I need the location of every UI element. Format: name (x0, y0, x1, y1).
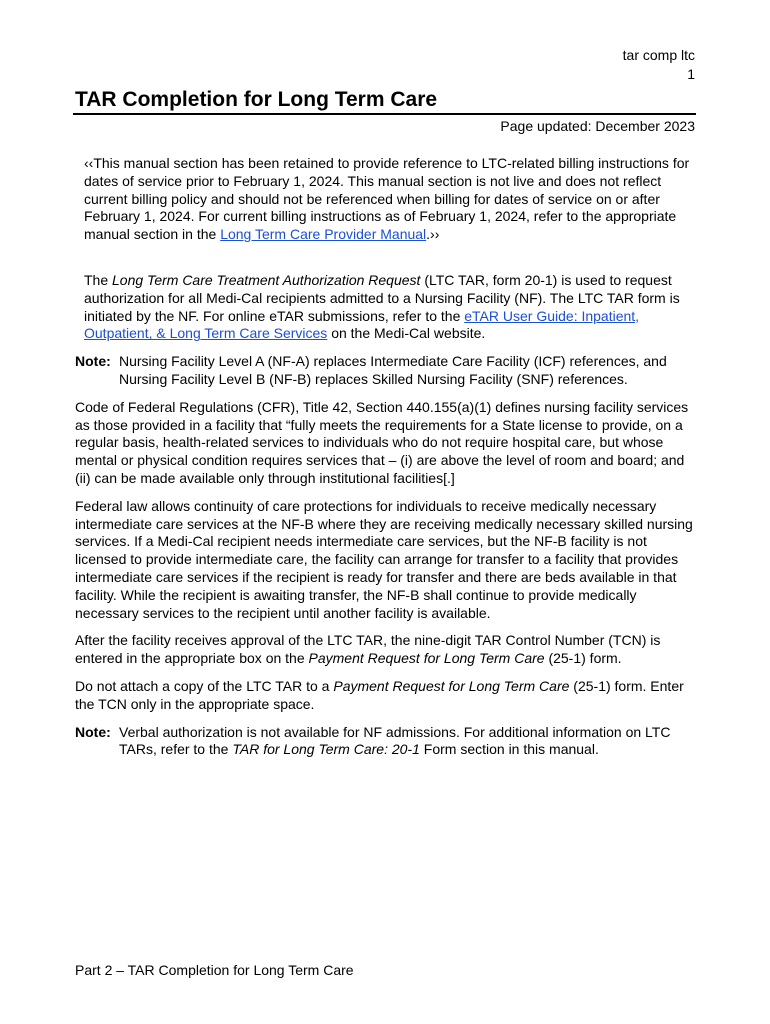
doc-code: tar comp ltc (622, 47, 695, 63)
form-title-italic: TAR for Long Term Care: 20-1 (232, 741, 420, 758)
note-text: Nursing Facility Level A (NF-A) replaces Intermediate Care Facility (ICF) references, and Nursing Facility Level B (NF-B) replaces Skilled Nursing Facility (SNF) references. (119, 353, 667, 387)
title-underline-divider (73, 113, 696, 115)
cfr-definition-paragraph: Code of Federal Regulations (CFR), Title 42, Section 440.155(a)(1) defines nursing facility services as those provided in a facility that “fully meets the requirements for a State license to provide, on a regular basis, health-related services to individuals who do not require hospital care, but whose mental or physical condition requires services that – (i) are above the level of room and board; and (ii) can be made available only through institutional facilities[.] (75, 398, 689, 486)
document-reference (623, 46, 695, 84)
retention-notice-end: .›› (426, 226, 440, 243)
retention-notice-text: ‹‹This manual section has been retained to provide reference to LTC-related billing instructions for dates of service prior to February 1, 2024. This manual section is not live and does not reflect current billing policy and should not be referenced when billing for dates of service on or after February 1, 2024. For current billing instructions as of February 1, 2024, refer to the appropriate manual section in the (84, 155, 690, 243)
tcn-entry-paragraph (75, 632, 697, 668)
note-verbal-authorization (75, 724, 697, 760)
document-body (75, 155, 697, 769)
note-label: Note: (75, 723, 111, 740)
attachment-instruction-paragraph (75, 678, 697, 714)
page-number: 1 (687, 66, 695, 82)
etar-user-guide-link[interactable]: eTAR User Guide: Inpatient, Outpatient, & Long Term Care Services (84, 307, 640, 342)
note-nursing-facility-levels (75, 353, 697, 389)
ltc-tar-intro-paragraph (75, 272, 697, 343)
ltc-provider-manual-link[interactable]: Long Term Care Provider Manual (220, 226, 427, 243)
text-segment: Form section in this manual. (419, 741, 599, 758)
continuity-of-care-paragraph: Federal law allows continuity of care protections for individuals to receive medically necessary intermediate care services at the NF-B where they are receiving medically necessary skilled nursing services. If a Medi-Cal recipient needs intermediate care services, but the NF-B facility is not licensed to provide intermediate care, the facility can arrange for transfer to a facility that provides intermediate care services if the recipient is ready for transfer and there are beds available in that facility. While the recipient is awaiting transfer, the NF-B shall continue to provide medically necessary services to the recipient until another facility is available. (75, 497, 693, 621)
text-segment: (25-1) form. (544, 650, 622, 667)
text-segment: Verbal authorization is not available for NF admissions. For additional information on LTC TARs, refer to the (119, 723, 671, 758)
page-title: TAR Completion for Long Term Care (75, 88, 438, 111)
text-segment: (25-1) form. Enter the TCN only in the appropriate space. (75, 677, 684, 712)
note-text (119, 724, 697, 760)
text-segment: The (84, 271, 113, 288)
note-label: Note: (75, 353, 111, 370)
text-segment: (LTC TAR, form 20-1) is used to request authorization for all Medi-Cal recipients admitted to a Nursing Facility (NF). The LTC TAR form is initiated by the NF. For online eTAR submissions, refer to the (84, 271, 680, 324)
text-segment: on the Medi-Cal website. (327, 325, 486, 342)
text-segment: Do not attach a copy of the LTC TAR to a (75, 677, 334, 694)
form-title-italic: Long Term Care Treatment Authorization Request (112, 271, 421, 288)
page-updated-date: Page updated: December 2023 (500, 118, 695, 134)
form-title-italic: Payment Request for Long Term Care (308, 650, 545, 667)
form-title-italic: Payment Request for Long Term Care (333, 677, 570, 694)
text-segment: After the facility receives approval of the LTC TAR, the nine-digit TAR Control Number (TCN) is entered in the appropriate box on the (75, 632, 661, 667)
retention-notice (75, 155, 697, 244)
page-footer: Part 2 – TAR Completion for Long Term Care (75, 962, 354, 978)
